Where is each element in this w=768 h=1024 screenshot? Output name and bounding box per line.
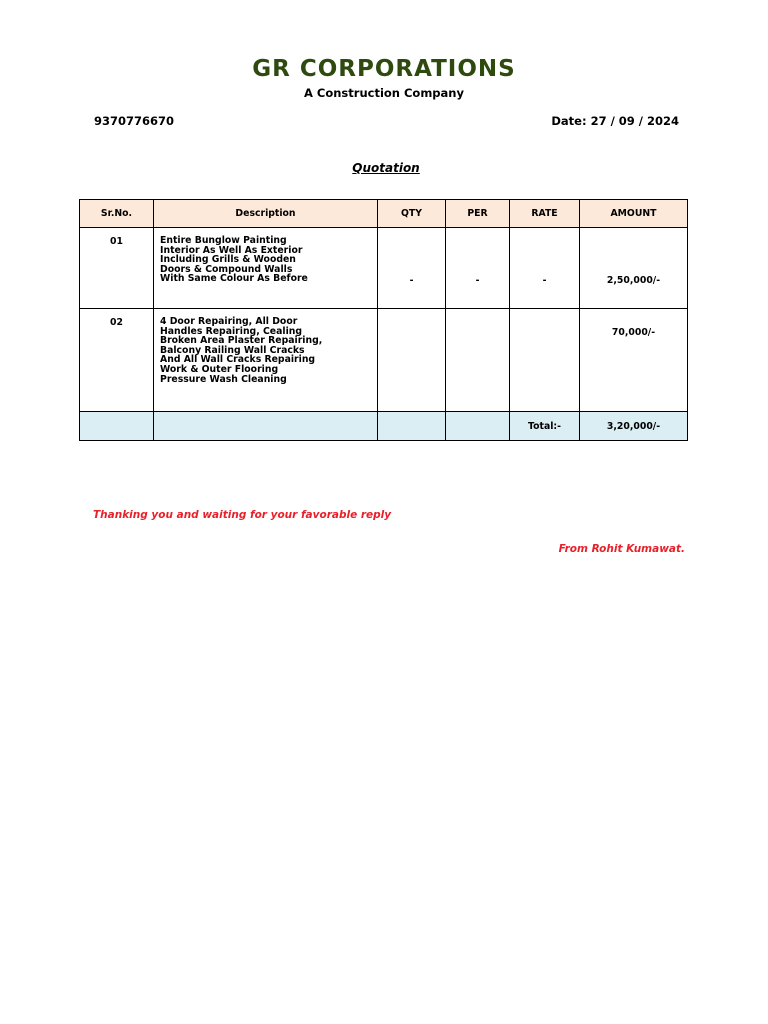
row-qty: -	[378, 228, 446, 309]
header-amount: AMOUNT	[580, 200, 688, 228]
description-line: Balcony Railing Wall Cracks	[160, 344, 305, 356]
row-rate	[510, 309, 580, 412]
header-qty: QTY	[378, 200, 446, 228]
total-empty-cell	[80, 412, 154, 441]
company-name: GR CORPORATIONS	[252, 56, 516, 82]
description-line: And All Wall Cracks Repairing	[160, 354, 316, 366]
row-rate: -	[510, 228, 580, 309]
header-srno: Sr.No.	[80, 200, 154, 228]
row-srno: 01	[80, 228, 154, 309]
header-per: PER	[446, 200, 510, 228]
table-row	[80, 309, 688, 412]
document-title: Quotation	[352, 161, 420, 175]
description-line: Pressure Wash Cleaning	[160, 373, 287, 385]
header-rate: RATE	[510, 200, 580, 228]
description-line: Interior As Well As Exterior	[160, 244, 303, 256]
description-line: Doors & Compound Walls	[160, 263, 293, 275]
total-empty-cell	[446, 412, 510, 441]
header-description: Description	[154, 200, 378, 228]
row-description	[154, 228, 378, 309]
description-line: Handles Repairing, Cealing	[160, 325, 303, 337]
total-row	[80, 412, 688, 441]
description-line: Entire Bunglow Painting	[160, 235, 287, 246]
signature-line: From Rohit Kumawat.	[558, 543, 685, 555]
table-row	[80, 228, 688, 309]
company-tagline: A Construction Company	[304, 86, 464, 100]
total-label: Total:-	[510, 412, 580, 441]
description-line: Including Grills & Wooden	[160, 254, 296, 266]
row-amount: 2,50,000/-	[580, 228, 688, 309]
total-empty-cell	[154, 412, 378, 441]
row-srno: 02	[80, 309, 154, 412]
description-line: With Same Colour As Before	[160, 273, 308, 285]
row-description	[154, 309, 378, 412]
description-line: Work & Outer Flooring	[160, 363, 279, 375]
row-amount: 70,000/-	[580, 309, 688, 412]
description-line: Broken Area Plaster Repairing,	[160, 335, 323, 347]
row-qty	[378, 309, 446, 412]
quotation-date: Date: 27 / 09 / 2024	[551, 114, 679, 128]
quotation-table	[79, 199, 688, 441]
total-empty-cell	[378, 412, 446, 441]
total-amount: 3,20,000/-	[580, 412, 688, 441]
row-per	[446, 309, 510, 412]
phone-number: 9370776670	[94, 114, 175, 128]
closing-message: Thanking you and waiting for your favorable reply	[93, 509, 392, 521]
description-line: 4 Door Repairing, All Door	[160, 316, 298, 327]
table-header-row	[80, 200, 688, 228]
row-per: -	[446, 228, 510, 309]
